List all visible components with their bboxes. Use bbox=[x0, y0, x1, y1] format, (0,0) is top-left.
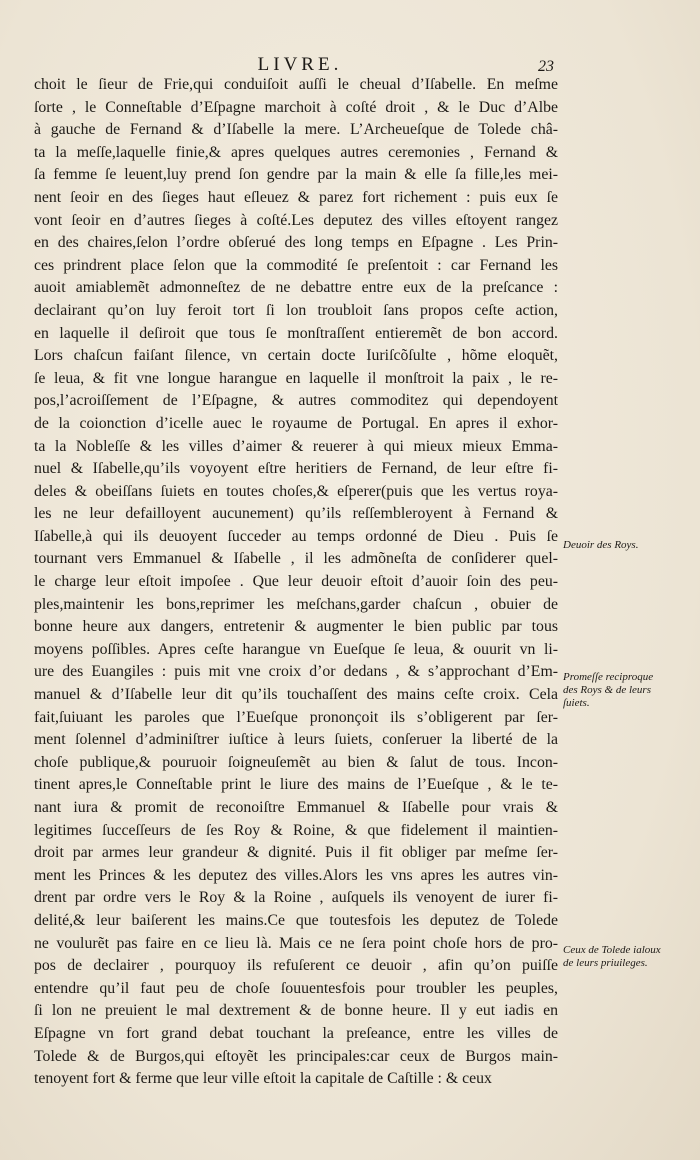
text-line: Tolede & de Burgos,qui eſtoyẽt les principales:car ceux de Burgos main- bbox=[34, 1047, 558, 1065]
text-line: ta la Nobleſſe & les villes d’aimer & reuerer à qui mieux mieux Emma- bbox=[34, 437, 558, 455]
margin-note: Deuoir des Roys. bbox=[563, 539, 639, 551]
text-line: pos,l’acroiſſement de l’Eſpagne, & autres commoditez qui dependoyent bbox=[34, 392, 558, 410]
text-line: Eſpagne vn fort grand debat touchant la preſeance, entre les villes de bbox=[34, 1024, 558, 1042]
text-line: moyens poſſibles. Apres ceſte harangue vn Eueſque ſe leua, & ouurit vn li- bbox=[34, 640, 558, 658]
text-line: choſe publique,& pouruoir ſoigneuſemẽt au bien & ſalut de tous. Incon- bbox=[34, 753, 558, 771]
text-line: drent par ordre vers le Roy & la Roine , auſquels ils venoyent de iurer fi- bbox=[34, 889, 558, 907]
margin-note: Ceux de Tolede ialoux de leurs priuileges. bbox=[563, 944, 661, 969]
text-line: bonne heure aux dangers, entretenir & augmenter le bien public par tous bbox=[34, 618, 558, 636]
text-line: declairant qu’on luy feroit tort ſi lon troubloit ſans propos ceſte action, bbox=[34, 301, 558, 319]
text-line: tenoyent fort & ferme que leur ville eſtoit la capitale de Caſtille : & ceux bbox=[34, 1070, 492, 1088]
text-line: tournant vers Emmanuel & Iſabelle , il les admõneſta de conſiderer quel- bbox=[34, 550, 558, 568]
text-line: en laquelle il deſiroit que tous ſe monſtraſſent entieremẽt de bon accord. bbox=[34, 324, 558, 342]
text-line: ment les Princes & les deputez des villes.Alors les vns apres les autres vin- bbox=[34, 866, 558, 884]
text-line: tinent apres,le Conneſtable print le liure des mains de l’Eueſque , & le te- bbox=[34, 776, 558, 794]
text-line: ſi lon ne preuient le mal dextrement & de bonne heure. Il y eut iadis en bbox=[34, 1002, 558, 1020]
text-line: pos de declairer , pourquoy ils refuſerent ce deuoir , afin qu’on puiſſe bbox=[34, 957, 558, 975]
text-line: ces prindrent place ſelon que la commodité ſe preſentoit : car Fernand les bbox=[34, 256, 558, 274]
text-line: ne voulurẽt pas faire en ce lieu là. Mais ce ne ſera point choſe hors de pro- bbox=[34, 934, 558, 952]
text-line: manuel & d’Iſabelle leur dit qu’ils touchaſſent des mains ceſte croix. Cela bbox=[34, 686, 558, 704]
text-line: fait,ſuiuant les paroles que l’Eueſque prononçoit ils s’obligerent par ſer- bbox=[34, 708, 558, 726]
text-line: droit par armes leur grandeur & dignité. Puis il fit obliger par meſme ſer- bbox=[34, 844, 558, 862]
text-line: nent ſeoir en des ſieges haut eſleuez & parez fort richement : puis eux ſe bbox=[34, 188, 558, 206]
text-line: à gauche de Fernand & d’Iſabelle la mere. L’Archeueſque de Tolede châ- bbox=[34, 121, 558, 139]
text-line: entendre qu’il faut peu de choſe ſouuentesfois pour troubler les peuples, bbox=[34, 979, 558, 997]
text-line: Iſabelle,à qui ils deuoyent ſucceder au temps ordonné de Dieu . Puis ſe bbox=[34, 527, 558, 545]
text-line: choit le ſieur de Frie,qui conduiſoit auſſi le cheual d’Iſabelle. En meſme bbox=[34, 76, 558, 93]
text-line: delité,& leur baiſerent les mains.Ce que toutesfois les deputez de Tolede bbox=[34, 911, 558, 929]
text-line: ment ſolennel d’adminiſtrer iuſtice à leurs ſuiets, conſeruer la liberté de la bbox=[34, 731, 558, 749]
text-line: nuel & Iſabelle,qu’ils voyoyent eſtre heritiers de Fernand, de leur eſtre fi- bbox=[34, 460, 558, 478]
text-line: le charge leur eſtoit impoſee . Que leur deuoir eſtoit d’auoir ſoin des peu- bbox=[34, 573, 558, 591]
page-number: 23 bbox=[538, 58, 554, 75]
text-line: nant iura & promit de reconoiſtre Emmanuel & Iſabelle pour vrais & bbox=[34, 799, 558, 816]
text-line: vont ſeoir en d’autres ſieges à coſté.Les deputez des villes eſtoyent rangez bbox=[34, 211, 558, 229]
text-line: ta la meſſe,laquelle finie,& apres quelques autres ceremonies , Fernand & bbox=[34, 143, 558, 161]
text-line: les ne leur defailloyent aucunement) qu’ils reſſembleroyent à Fernand & bbox=[34, 505, 558, 523]
text-line: ſa femme ſe leuent,luy prend ſon gendre par la main & elle ſa fille,les mei- bbox=[34, 166, 558, 184]
text-line: de la coionction d’icelle auec le royaume de Portugal. En apres il exhor- bbox=[34, 414, 558, 432]
text-line: legitimes ſucceſſeurs de ſes Roy & Roine, & que fidelement il maintien- bbox=[34, 821, 558, 839]
margin-note: Promeſſe reciproque des Roys & de leurs ſuiets. bbox=[563, 671, 654, 709]
text-line: auoit amiablemẽt admonneſtez de ne debattre entre eux de la preſcance : bbox=[34, 279, 558, 297]
text-line: ſe leua, & fit vne longue harangue en laquelle il monſtroit la paix , le re- bbox=[34, 369, 558, 387]
body-text bbox=[34, 74, 558, 1091]
text-line: en des chaires,ſelon l’ordre obſerué des long temps en Eſpagne . Les Prin- bbox=[34, 234, 558, 252]
running-head: LIVRE. bbox=[257, 54, 343, 75]
text-line: ples,maintenir les bons,reprimer les meſchans,garder chaſcun , obuier de bbox=[34, 595, 558, 613]
text-line: Lors chaſcun faiſant ſilence, vn certain docte Iuriſcõſulte , hõme eloquẽt, bbox=[34, 347, 558, 365]
text-line: ure des Euangiles : puis mit vne croix d’or dedans , & s’approchant d’Em- bbox=[34, 663, 558, 681]
text-line: ſorte , le Conneſtable d’Eſpagne marchoit à coſté droit , & le Duc d’Albe bbox=[34, 98, 558, 116]
text-line: deles & obeiſſans ſuiets en toutes choſes,& eſperer(puis que les vertus roya- bbox=[34, 482, 558, 500]
